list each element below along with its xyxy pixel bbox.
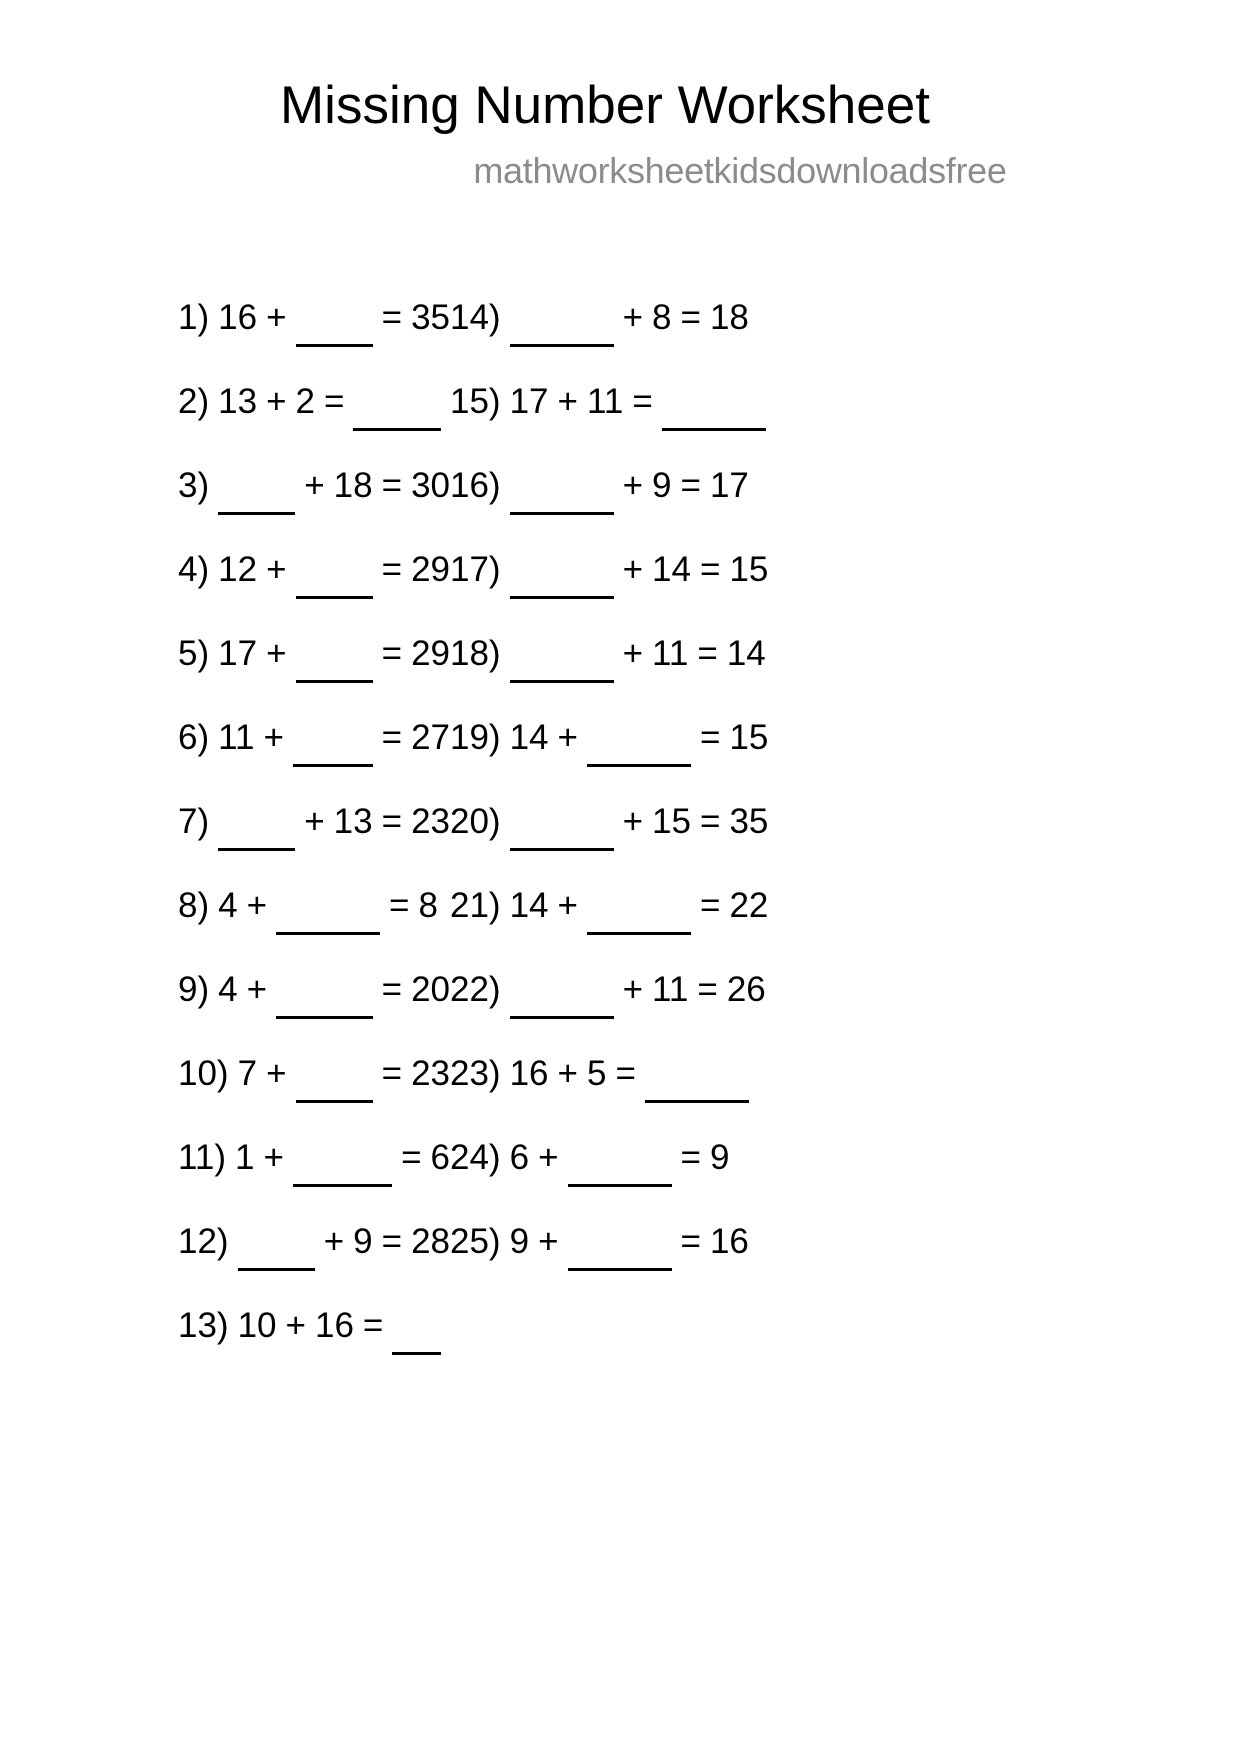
problem-row	[178, 1308, 450, 1392]
operand-b: 18	[333, 466, 373, 505]
worksheet-subtitle: mathworksheetkidsdownloadsfree	[473, 149, 1007, 191]
result: 18	[709, 298, 749, 337]
problem-row	[178, 384, 450, 468]
equals-sign: =	[401, 1138, 422, 1177]
equals-sign: =	[680, 1138, 701, 1177]
answer-blank[interactable]	[568, 1149, 672, 1187]
answer-blank[interactable]	[293, 729, 373, 767]
result: 15	[729, 718, 769, 757]
problem-number: 21)	[450, 886, 501, 925]
problem-row	[178, 804, 450, 888]
problem-number: 5)	[178, 634, 210, 673]
problem-number: 8)	[178, 886, 210, 925]
answer-blank[interactable]	[587, 729, 691, 767]
plus-sign: +	[622, 550, 644, 589]
operand-b: 16	[314, 1306, 354, 1345]
problem-number: 7)	[178, 802, 210, 841]
problem-number: 20)	[450, 802, 501, 841]
operand-a: 11	[218, 718, 255, 757]
problem-number: 4)	[178, 550, 210, 589]
problem-number: 13)	[178, 1306, 229, 1345]
plus-sign: +	[266, 1054, 287, 1093]
equals-sign: =	[362, 1306, 384, 1345]
operand-a: 13	[218, 382, 258, 421]
equals-sign: =	[381, 298, 403, 337]
problem-number: 24)	[450, 1138, 501, 1177]
operand-a: 16	[509, 1054, 549, 1093]
equals-sign: =	[697, 970, 718, 1009]
plus-sign: +	[622, 634, 644, 673]
result: 29	[411, 634, 450, 673]
plus-sign: +	[304, 466, 325, 505]
answer-blank[interactable]	[218, 477, 295, 515]
problem-row	[178, 468, 450, 552]
answer-blank[interactable]	[296, 645, 373, 683]
answer-blank[interactable]	[568, 1233, 672, 1271]
problem-row	[450, 552, 970, 636]
result: 6	[430, 1138, 450, 1177]
problem-number: 19)	[450, 718, 501, 757]
problem-row	[450, 1056, 970, 1140]
plus-sign: +	[266, 298, 287, 337]
problem-number: 3)	[178, 466, 210, 505]
problem-number: 14)	[450, 298, 501, 337]
answer-blank[interactable]	[510, 813, 614, 851]
result: 35	[729, 802, 769, 841]
equals-sign: =	[381, 1222, 403, 1261]
problem-row	[178, 1056, 450, 1140]
answer-blank[interactable]	[293, 1149, 392, 1187]
operand-b: 11	[586, 382, 624, 421]
operand-b: 11	[652, 970, 689, 1009]
plus-sign: +	[304, 802, 325, 841]
problem-row	[178, 300, 450, 384]
equals-sign: =	[381, 466, 403, 505]
problem-row	[178, 972, 450, 1056]
worksheet-header	[0, 0, 1240, 192]
result: 22	[729, 886, 769, 925]
plus-sign: +	[538, 1138, 559, 1177]
operand-a: 4	[218, 886, 238, 925]
equals-sign: =	[680, 1222, 701, 1261]
equals-sign: =	[381, 1054, 403, 1093]
plus-sign: +	[263, 1138, 284, 1177]
plus-sign: +	[285, 1306, 306, 1345]
operand-a: 14	[509, 886, 549, 925]
equals-sign: =	[632, 382, 653, 421]
equals-sign: =	[381, 802, 403, 841]
plus-sign: +	[622, 298, 644, 337]
problem-columns	[0, 300, 1240, 1392]
plus-sign: +	[538, 1222, 559, 1261]
problem-column-left	[0, 300, 450, 1392]
plus-sign: +	[263, 718, 284, 757]
result: 28	[411, 1222, 450, 1261]
problem-row	[178, 552, 450, 636]
equals-sign: =	[323, 382, 345, 421]
problem-number: 11)	[178, 1138, 226, 1177]
result: 20	[411, 970, 450, 1009]
answer-blank[interactable]	[662, 393, 766, 431]
operand-a: 16	[218, 298, 258, 337]
problem-column-right	[450, 300, 970, 1392]
problem-row	[450, 720, 970, 804]
operand-b: 8	[652, 298, 672, 337]
result: 27	[411, 718, 450, 757]
equals-sign: =	[381, 718, 403, 757]
equals-sign: =	[699, 550, 721, 589]
problem-number: 9)	[178, 970, 210, 1009]
answer-blank[interactable]	[587, 897, 691, 935]
operand-a: 10	[237, 1306, 277, 1345]
result: 23	[411, 802, 450, 841]
operand-a: 7	[237, 1054, 258, 1093]
answer-blank[interactable]	[510, 645, 614, 683]
answer-blank[interactable]	[510, 561, 614, 599]
answer-blank[interactable]	[276, 897, 380, 935]
answer-blank[interactable]	[296, 309, 373, 347]
plus-sign: +	[557, 382, 578, 421]
problem-row	[450, 468, 970, 552]
problem-row	[450, 1224, 970, 1308]
problem-number: 17)	[450, 550, 501, 589]
result: 35	[411, 298, 450, 337]
operand-a: 17	[509, 382, 549, 421]
problem-row	[450, 804, 970, 888]
plus-sign: +	[557, 718, 578, 757]
operand-a: 6	[509, 1138, 530, 1177]
answer-blank[interactable]	[238, 1233, 315, 1271]
answer-blank[interactable]	[510, 981, 614, 1019]
plus-sign: +	[557, 886, 578, 925]
operand-b: 2	[295, 382, 315, 421]
plus-sign: +	[622, 802, 644, 841]
problem-number: 18)	[450, 634, 501, 673]
operand-a: 4	[218, 970, 238, 1009]
operand-b: 14	[652, 550, 691, 589]
page-title: Missing Number Worksheet	[280, 76, 930, 135]
equals-sign: =	[615, 1054, 636, 1093]
plus-sign: +	[266, 634, 287, 673]
equals-sign: =	[697, 634, 718, 673]
equals-sign: =	[381, 550, 403, 589]
operand-a: 1	[235, 1138, 255, 1177]
problem-number: 6)	[178, 718, 210, 757]
answer-blank[interactable]	[392, 1317, 441, 1355]
answer-blank[interactable]	[276, 981, 373, 1019]
result: 29	[411, 550, 450, 589]
answer-blank[interactable]	[510, 309, 614, 347]
answer-blank[interactable]	[510, 477, 614, 515]
problem-row	[178, 1140, 450, 1224]
result: 8	[418, 886, 438, 925]
equals-sign: =	[680, 298, 701, 337]
problem-row	[450, 636, 970, 720]
answer-blank[interactable]	[645, 1065, 749, 1103]
result: 9	[709, 1138, 730, 1177]
problem-row	[450, 972, 970, 1056]
problem-row	[450, 384, 970, 468]
plus-sign: +	[622, 466, 644, 505]
result: 14	[726, 634, 766, 673]
equals-sign: =	[389, 886, 410, 925]
problem-row	[178, 888, 450, 972]
plus-sign: +	[622, 970, 644, 1009]
problem-row	[178, 720, 450, 804]
problem-number: 23)	[450, 1054, 501, 1093]
operand-a: 12	[218, 550, 258, 589]
result: 23	[411, 1054, 450, 1093]
result: 16	[709, 1222, 749, 1261]
equals-sign: =	[699, 718, 721, 757]
plus-sign: +	[266, 382, 287, 421]
problem-row	[450, 300, 970, 384]
operand-b: 15	[652, 802, 691, 841]
problem-row	[450, 1140, 970, 1224]
equals-sign: =	[381, 634, 403, 673]
plus-sign: +	[557, 1054, 578, 1093]
equals-sign: =	[680, 466, 701, 505]
operand-b: 5	[586, 1054, 607, 1093]
result: 26	[726, 970, 766, 1009]
problem-number: 25)	[450, 1222, 501, 1261]
operand-a: 9	[509, 1222, 530, 1261]
problem-row	[450, 888, 970, 972]
plus-sign: +	[323, 1222, 345, 1261]
equals-sign: =	[699, 802, 721, 841]
plus-sign: +	[246, 970, 268, 1009]
problem-number: 10)	[178, 1054, 229, 1093]
answer-blank[interactable]	[296, 1065, 373, 1103]
operand-a: 14	[509, 718, 549, 757]
problem-number: 15)	[450, 382, 501, 421]
problem-row	[178, 636, 450, 720]
result: 30	[411, 466, 450, 505]
operand-b: 13	[333, 802, 373, 841]
problem-row	[178, 1224, 450, 1308]
result: 17	[709, 466, 749, 505]
result: 15	[729, 550, 769, 589]
problem-number: 22)	[450, 970, 501, 1009]
answer-blank[interactable]	[296, 561, 373, 599]
problem-number: 12)	[178, 1222, 229, 1261]
problem-number: 2)	[178, 382, 210, 421]
problem-number: 16)	[450, 466, 501, 505]
plus-sign: +	[246, 886, 268, 925]
plus-sign: +	[266, 550, 287, 589]
operand-b: 9	[652, 466, 672, 505]
operand-a: 17	[218, 634, 258, 673]
answer-blank[interactable]	[353, 393, 441, 431]
equals-sign: =	[699, 886, 721, 925]
answer-blank[interactable]	[218, 813, 295, 851]
operand-b: 11	[652, 634, 689, 673]
equals-sign: =	[381, 970, 403, 1009]
operand-b: 9	[353, 1222, 373, 1261]
problem-number: 1)	[178, 298, 210, 337]
